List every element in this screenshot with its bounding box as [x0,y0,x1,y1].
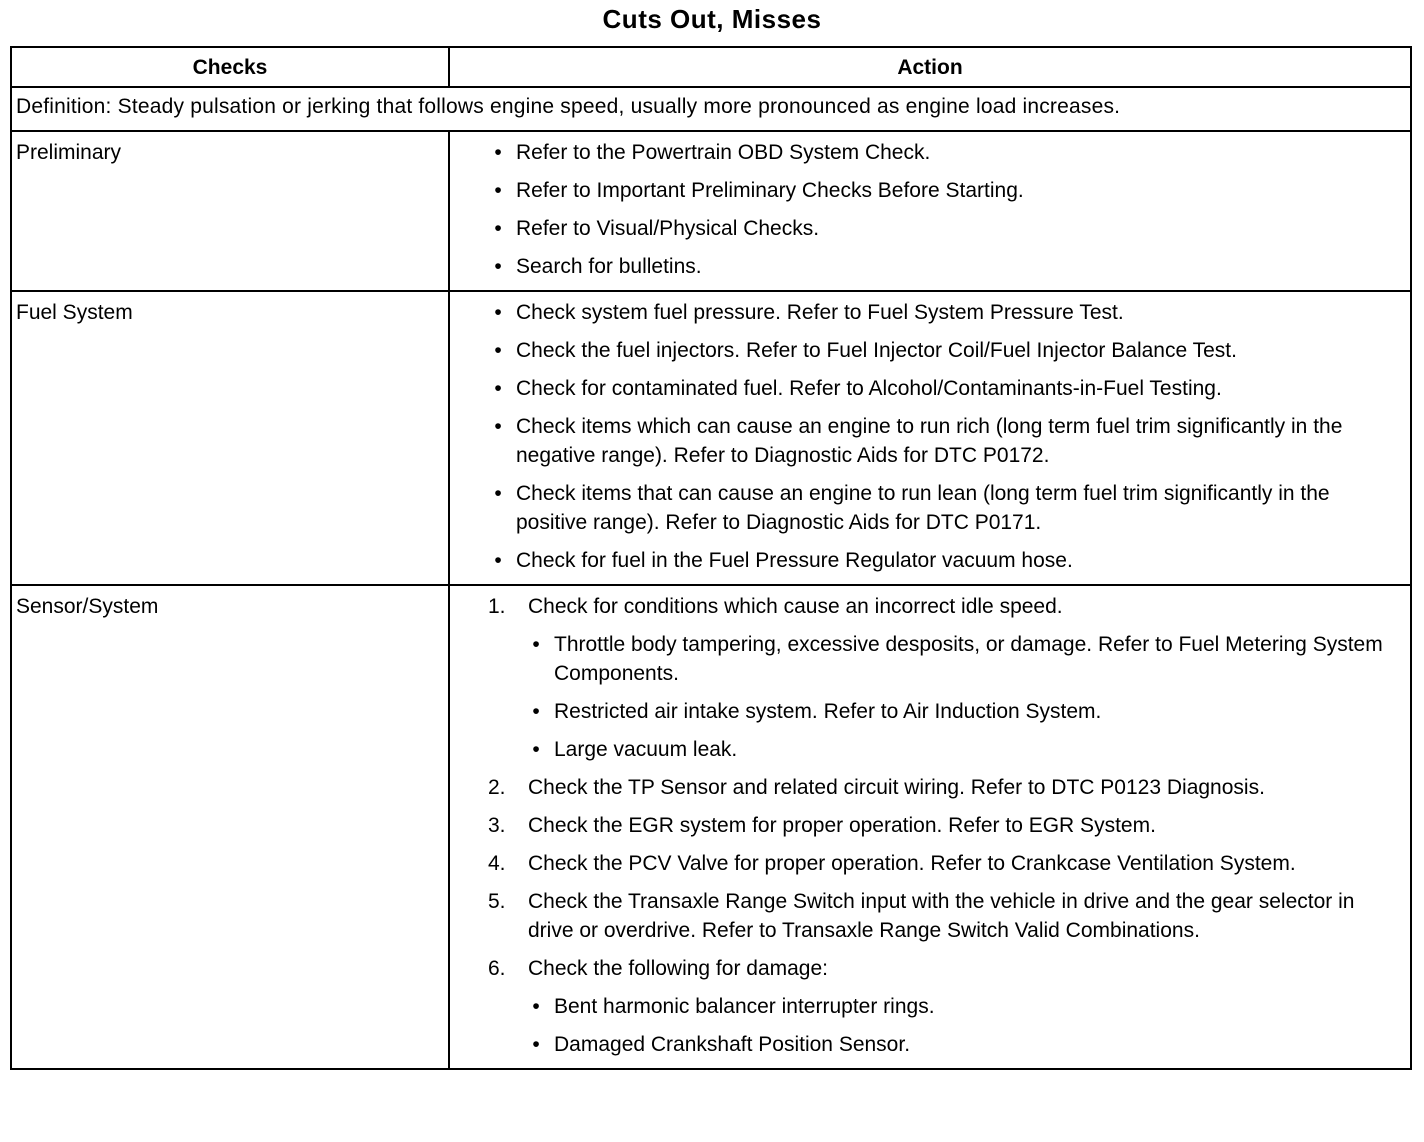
action-header: Action [449,47,1411,87]
list-item [480,252,1402,281]
table-row-preliminary [11,131,1411,291]
step-text: Check the TP Sensor and related circuit wiring. Refer to DTC P0123 Diagnosis. [528,776,1265,799]
list-item [480,479,1402,537]
action-cell-sensor-system [449,585,1411,1069]
page-title: Cuts Out, Misses [602,4,822,34]
numbered-step [480,811,1402,840]
bullet-icon: • [532,700,540,723]
check-label-fuel-system: Fuel System [11,291,449,585]
sub-list-item [518,630,1402,688]
action-text: Check items which can cause an engine to run rich (long term fuel trim significantly in the negative range). Refer to Diagnostic Aids for DTC P0172. [516,415,1343,467]
bullet-icon: • [532,1033,540,1056]
numbered-step [480,773,1402,802]
action-cell-fuel-system [449,291,1411,585]
step-text: Check the following for damage: [528,957,828,980]
step-number: 3. [488,814,506,837]
check-label-sensor-system: Sensor/System [11,585,449,1069]
list-item [480,374,1402,403]
list-item [480,214,1402,243]
sub-list-item [518,697,1402,726]
bullet-icon: • [532,738,540,761]
list-item [480,138,1402,167]
bullet-icon: • [494,255,502,278]
numbered-step [480,592,1402,621]
step-number: 2. [488,776,506,799]
definition-text: Definition: Steady pulsation or jerking that follows engine speed, usually more pronounced as engine load increases. [11,87,1411,131]
step-number: 1. [488,595,506,618]
bullet-icon: • [494,339,502,362]
bullet-icon: • [494,482,502,505]
bullet-icon: • [494,549,502,572]
table-row-fuel-system [11,291,1411,585]
action-text: Refer to the Powertrain OBD System Check. [516,141,931,164]
list-item [480,412,1402,470]
step-number: 4. [488,852,506,875]
table-row-sensor-system [11,585,1411,1069]
action-text: Check items that can cause an engine to run lean (long term fuel trim significantly in the positive range). Refer to Diagnostic Aids for DTC P0171. [516,482,1330,534]
numbered-step [480,887,1402,945]
bullet-icon: • [532,995,540,1018]
step-text: Check the Transaxle Range Switch input with the vehicle in drive and the gear selector in drive or overdrive. Refer to Transaxle Range Switch Valid Combinations. [528,890,1355,942]
bullet-icon: • [494,179,502,202]
bullet-icon: • [532,633,540,656]
sub-text: Damaged Crankshaft Position Sensor. [554,1033,911,1056]
step-number: 5. [488,890,506,913]
bullet-icon: • [494,301,502,324]
action-text: Refer to Visual/Physical Checks. [516,217,820,240]
bullet-icon: • [494,415,502,438]
checks-header: Checks [11,47,449,87]
bullet-icon: • [494,141,502,164]
action-text: Check system fuel pressure. Refer to Fuel System Pressure Test. [516,301,1124,324]
step-number: 6. [488,957,506,980]
step-text: Check the PCV Valve for proper operation. Refer to Crankcase Ventilation System. [528,852,1296,875]
sub-list-item [518,992,1402,1021]
header-row [11,47,1411,87]
sub-text: Bent harmonic balancer interrupter rings. [554,995,935,1018]
step-text: Check the EGR system for proper operation. Refer to EGR System. [528,814,1156,837]
list-item [480,336,1402,365]
sub-text: Restricted air intake system. Refer to Air Induction System. [554,700,1102,723]
numbered-step [480,954,1402,983]
diagnostic-table [10,46,1412,1070]
action-text: Search for bulletins. [516,255,702,278]
list-item [480,546,1402,575]
action-text: Refer to Important Preliminary Checks Before Starting. [516,179,1024,202]
sub-list-item [518,1030,1402,1059]
action-cell-preliminary [449,131,1411,291]
action-text: Check for fuel in the Fuel Pressure Regulator vacuum hose. [516,549,1073,572]
sub-list-item [518,735,1402,764]
action-text: Check the fuel injectors. Refer to Fuel Injector Coil/Fuel Injector Balance Test. [516,339,1237,362]
bullet-icon: • [494,217,502,240]
list-item [480,176,1402,205]
bullet-icon: • [494,377,502,400]
sub-text: Large vacuum leak. [554,738,738,761]
definition-row [11,87,1411,131]
action-text: Check for contaminated fuel. Refer to Alcohol/Contaminants-in-Fuel Testing. [516,377,1222,400]
numbered-step [480,849,1402,878]
check-label-preliminary: Preliminary [11,131,449,291]
list-item [480,298,1402,327]
sub-text: Throttle body tampering, excessive desposits, or damage. Refer to Fuel Metering System Components. [554,633,1383,685]
step-text: Check for conditions which cause an incorrect idle speed. [528,595,1063,618]
